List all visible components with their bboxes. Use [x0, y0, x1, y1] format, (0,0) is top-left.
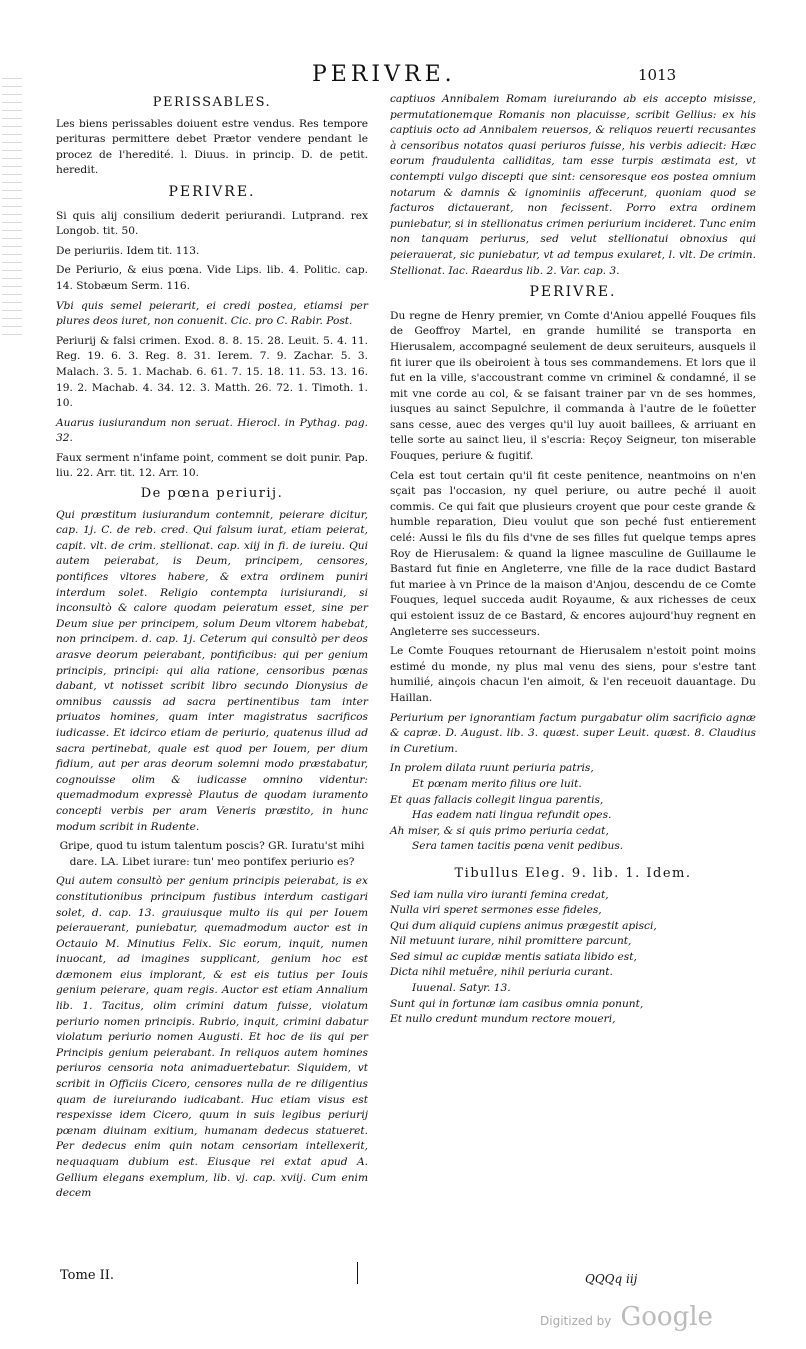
page-title: PERIVRE. [312, 62, 456, 87]
paragraph: Auarus iusiurandum non seruat. Hierocl. in Pythag. pag. 32. [56, 416, 368, 445]
page-number: 1013 [638, 66, 677, 84]
heading-perissables: PERISSABLES. [152, 95, 272, 110]
verse-line: Sed simul ac cupidæ mentis satiata libido est, [390, 950, 637, 963]
verse-line: Et nullo credunt mundum rectore moueri, [390, 1013, 616, 1026]
paragraph: Faux serment n'infame point, comment se doit punir. Pap. liu. 22. Arr. tit. 12. Arr. 10. [56, 451, 368, 480]
paragraph: Periurium per ignorantiam factum purgabatur olim sacrificio agnæ & capræ. D. August. lib. 3. quæst. super Leuit. quæst. 8. Claudius in Curetium. [390, 711, 756, 755]
plautus-quote: Gripe, quod tu istum talentum poscis? GR. Iuratu'st mihi dare. LA. Libet iurare: tun' meo pontifex periurio es? [59, 840, 365, 868]
heading-perivre: PERIVRE. [168, 183, 256, 200]
column-rule [357, 1262, 358, 1284]
digitized-by-label: Digitized by [540, 1314, 612, 1328]
paragraph: Vbi quis semel peierarit, ei credi postea, etiamsi per plures deos iuret, non conuenit. Cic. pro C. Rabir. Post. [56, 299, 368, 328]
running-header [0, 62, 806, 92]
heading-tibullus: Tibullus Eleg. 9. lib. 1. Idem. [454, 865, 692, 881]
heading-de-poena: De pœna periurij. [140, 486, 284, 502]
left-column [56, 92, 368, 1206]
verse-line: In prolem dilata ruunt periuria patris, [390, 762, 594, 775]
paragraph: Qui præstitum iusiurandum contemnit, peierare dicitur, cap. 1j. C. de reb. cred. Qui falsum iurat, etiam peierat, capit. vlt. de crim. stellionat. cap. xiij in fi. de iureiu. Qui autem peierabat, is Deum, principem, censores, pontifices vltores habere, & extra ordinem puniri interdum solet. Religio contempta iurisiurandi, si inconsultò & calore quodam peieratum esset, sine per Deum siue per principem, solum Deum vltorem habebat, non principem. d. cap. 1j. Ceterum qui consultò per deos arasve deorum peierabant, pontificibus: qui per genium principis, principi: qui alia ratione, censoribus pœnas dabant, vt notisset scribit libro secundo Dionysius de omnibus caussis ad sacra pertinentibus tam inter priuatos homines, quam inter magistratus sacrificos iudicasse. Et idcirco etiam de periurio, quatenus illud ad sacra pertinebat, quale est quod per Iouem, per dium fidium, aut per aras deorum solemni modo præstabatur, cognouisse olim & iudicasse omnino videntur: quemadmodum expressè Plautus de quodam iuramento concepti verbis per aram Veneris præstito, in hunc modum scribit in Rudente. [56, 508, 368, 833]
verse-line: Et quas fallacis collegit lingua parentis, [390, 793, 604, 806]
tome-label: Tome II. [60, 1268, 115, 1283]
paragraph: Si quis alij consilium dederit periurandi. Lutprand. rex Longob. tit. 50. [56, 209, 368, 238]
juvenal-reference: Iuuenal. Satyr. 13. [412, 982, 511, 995]
paragraph: De Periurio, & eius pœna. Vide Lips. lib. 4. Politic. cap. 14. Stobæum Serm. 116. [56, 264, 368, 292]
verse-line: Dicta nihil metuêre, nihil periuria curant. [390, 966, 613, 979]
paragraph: Le Comte Fouques retournant de Hierusalem n'estoit point moins estimé du monde, ny plus mal venu des siens, pour s'estre tant humilié, ainçois chacun l'en aimoit, & l'en receuoit dauantage. Du Haillan. [390, 645, 756, 704]
right-column [390, 92, 756, 1028]
verse-line: Qui dum aliquid cupiens animus prægestit apisci, [390, 919, 657, 932]
paragraph: Les biens perissables doiuent estre vendus. Res tempore perituras permittere debet Prætor vendere pendant le procez de l'heredité. l. Diuus. in princip. D. de petit. heredit. [56, 117, 368, 177]
paragraph: captiuos Annibalem Romam iureiurando ab eis accepto misisse, permutationemque Romanis non placuisse, scribit Gellius: ex his captiuis octo ad Annibalem reuersos, & reliquos reuerti recusantes à censoribus notatos quasi periuros fuisse, his verbis adiecit: Hæc eorum fraudulenta calliditas, tam esse turpis æstimata est, vt contempti vulgo discepti que sint: censoresque eos postea omnium notarum & damnis & ignominiis affecerunt, quoniam quod se facturos dictauerant, non fecissent. Porro extra ordinem puniebatur, si in stellionatus crimen periurium incideret. Tunc enim non tanquam periurus, sed velut stellionatui obnoxius qui peierauerat, sic puniebatur, vt ad tempus exularet, l. vlt. De crimin. Stellionat. Iac. Raeardus lib. 2. Var. cap. 3. [390, 93, 756, 277]
verse-line: Nil metuunt iurare, nihil promittere parcunt, [390, 935, 632, 948]
paragraph: Cela est tout certain qu'il fit ceste penitence, neantmoins on n'en sçait pas l'occasion, ny quel periure, ou autre peché il auoit commis. Ce qui fait que plusieurs croyent que pour ceste grande & humble reparation, Dieu voulut que son peché fust entierement celé: Aussi le fils du fils d'vne de ses filles fut quelque temps apres Roy de Hierusalem: & quand la lignee masculine de Guillaume le Bastard fut finie en Angleterre, vne fille de la race dudict Bastard fut mariee à vn Prince de la maison d'Anjou, descendu de ce Comte Fouques, lequel succeda audit Royaume, & aux richesses de ceux qui estoient issuz de ce Bastard, & encores aujourd'huy regnent en Angleterre ses successeurs. [390, 469, 756, 638]
google-watermark [540, 1302, 713, 1332]
margin-bleed-through [2, 78, 22, 338]
verse-line: Ah miser, & si quis primo periuria cedat, [390, 824, 609, 837]
verse-line: Has eadem nati lingua refundit opes. [412, 809, 612, 822]
paragraph: Qui autem consultò per genium principis peierabat, is ex constitutionibus principum fustibus interdum castigari solet, d. cap. 13. grauiusque multo iis qui per Iouem peierauerant, puniebatur, quemadmodum auctor est in Octauio M. Minutius Felix. Sic eorum, inquit, numen inuocant, ad imagines supplicant, genium hoc est dæmonem eius implorant, & est eis tutius per Iouis genium peierare, quam regis. Auctor est etiam Annalium lib. 1. Tacitus, olim crimini datum fuisse, violatum periurio nomen principis. Rubrio, inquit, crimini dabatur violatum periurio nomen Augusti. Et hoc de iis qui per Principis genium peierabant. In reliquos autem homines periuros censoria nota animaduertebatur. Siquidem, vt scribit in Officiis Cicero, censores nulla de re diligentius quam de iureiurando iudicabant. Huc etiam visus est respexisse idem Cicero, quum in suis legibus periurij pœnam diuinam exitium, humanam dedecus statueret. Per dedecus enim quin notam censoriam intellexerit, nequaquam dubium est. Eiusque rei extat apud A. Gellium elegans exemplum, lib. vj. cap. xviij. Cum enim decem [56, 875, 368, 1200]
paragraph: Du regne de Henry premier, vn Comte d'Aniou appellé Fouques fils de Geoffroy Martel, en grande humilité se transporta en Hierusalem, accompagné seulement de deux seruiteurs, ausquels il fit iurer que ils obeiroient à tous ses commandemens. Et lors que il fut en la ville, s'accoustrant comme vn criminel & condamné, il se mit vne corde au col, & se faisant trainer par vn de ses hommes, iusques au sainct Sepulchre, il commanda à l'autre de le foüetter sans cesse, auec des verges qu'il luy auoit baillees, & arriuant en telle sorte au sainct lieu, il s'escria: Reçoy Seigneur, ton miserable Fouques, periure & fugitif. [390, 309, 756, 463]
heading-perivre: PERIVRE. [529, 284, 617, 301]
signature-mark: QQQq iij [585, 1272, 638, 1286]
verse-line: Et pœnam merito filius ore luit. [412, 777, 582, 790]
verse-line: Sunt qui in fortunæ iam casibus omnia ponunt, [390, 997, 644, 1010]
google-logo: Google [620, 1302, 713, 1332]
verse-line: Sed iam nulla viro iuranti femina credat, [390, 888, 609, 901]
paragraph: De periuriis. Idem tit. 113. [56, 244, 200, 257]
verse-line: Sera tamen tacitis pœna venit pedibus. [412, 840, 624, 853]
verse-line: Nulla viri speret sermones esse fideles, [390, 904, 602, 917]
paragraph: Periurij & falsi crimen. Exod. 8. 8. 15. 28. Leuit. 5. 4. 11. Reg. 19. 6. 3. Reg. 8. 31. Ierem. 7. 9. Zachar. 5. 3. Malach. 3. 5. 1. Machab. 6. 61. 7. 15. 18. 11. 53. 13. 16. 19. 2. Machab. 4. 34. 12. 3. Matth. 26. 72. 1. Timoth. 1. 10. [56, 334, 368, 410]
